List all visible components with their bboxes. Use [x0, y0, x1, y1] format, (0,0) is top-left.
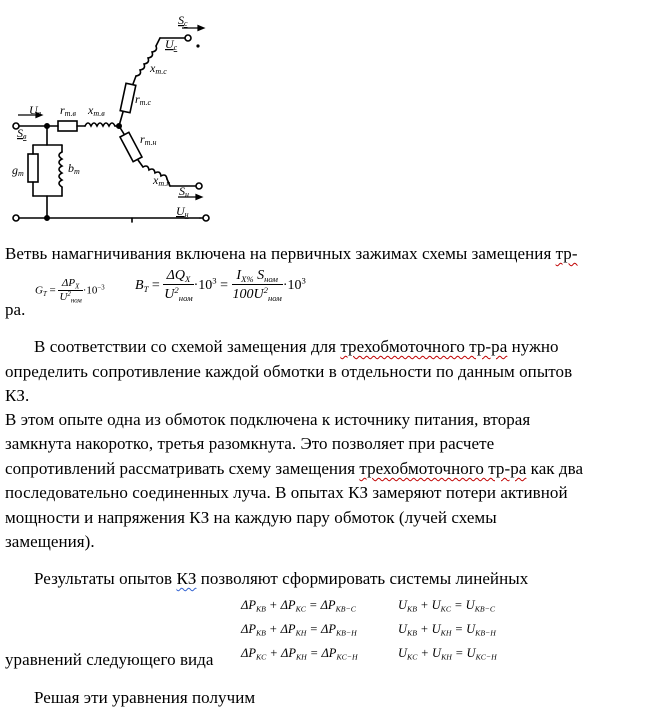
s-c-arrow-icon — [198, 26, 204, 31]
label-g-t: gт — [12, 163, 24, 178]
label-s-n: Sн — [179, 184, 189, 199]
paragraph-2-line-1: В соответствии со схемой замещения для трехобмоточного тр-ра нужно — [34, 337, 559, 356]
paragraph-3-line-6: замещения). — [5, 532, 95, 551]
label-u-c: Uс — [165, 37, 178, 52]
resistor-r-tb — [58, 121, 77, 131]
label-x-tb: xт.в — [88, 103, 105, 118]
label-b-t: bт — [68, 161, 80, 176]
label-r-tn: rт.н — [140, 132, 157, 147]
resistor-r-tc — [120, 83, 136, 112]
label-r-tb: rт.в — [60, 103, 77, 118]
equation-p-3: $\Delta P_{KC} + \Delta P_{KH} = \Delta P_{KC-H}$ — [241, 646, 358, 662]
inductor-x-tb — [85, 123, 115, 126]
label-s-c: Sс — [178, 13, 188, 28]
formula-gt: $G_T$ = $\frac{\Delta P_X}{U^2_{ном}}$ $\cdot 10^{-3}$ — [35, 277, 105, 305]
paragraph-4-line-1: Результаты опытов КЗ позволяют сформировать системы линейных — [34, 569, 529, 588]
equation-p-1: $\Delta P_{KB} + \Delta P_{KC} = \Delta P_{KB-C}$ — [241, 598, 356, 614]
terminal-b-bottom — [13, 215, 19, 221]
resistor-r-tn — [120, 132, 142, 161]
paragraph-3-line-3: сопротивлений рассматривать схему замещения трехобмоточного тр-ра как два — [5, 459, 584, 478]
paragraph-2-line-2: определить сопротивление каждой обмотки в отдельности по данным опытов — [5, 362, 573, 381]
terminal-n-top — [196, 183, 202, 189]
formula-bt: $B_T$ = $\frac{\Delta Q_X}{U^2_{ном}}$ $\cdot 10^3$ = $\frac{I_{X\%} S_{ном}}{100U^2_{ном}}$ $\cdot 10^3$ — [135, 268, 306, 304]
label-s-b: Sв — [17, 126, 27, 141]
label-x-tc: xт.с — [150, 61, 167, 76]
label-x-tn: xт.н — [153, 173, 171, 188]
terminal-c — [185, 35, 191, 41]
s-n-arrow-icon — [196, 195, 202, 200]
label-u-n: Uн — [176, 204, 189, 219]
paragraph-3-line-4: последовательно соединенных луча. В опытах КЗ замеряют потери активной — [5, 483, 568, 502]
paragraph-2-line-3: КЗ. — [5, 386, 30, 405]
paragraph-3-line-2: замкнута накоротко, третья разомкнута. Это позволяет при расчете — [5, 434, 495, 453]
equation-u-1: $U_{KB} + U_{KC} = U_{KB-C}$ — [398, 598, 496, 614]
conductance-g-t — [28, 154, 38, 182]
label-r-tc: rт.с — [135, 92, 152, 107]
equivalent-circuit-diagram — [0, 0, 652, 240]
equation-u-2: $U_{KB} + U_{KH} = U_{KB-H}$ — [398, 622, 496, 638]
susceptance-b-t — [59, 152, 62, 187]
equation-u-3: $U_{KC} + U_{KH} = U_{KC-H}$ — [398, 646, 497, 662]
paragraph-1-line-1: Ветвь намагничивания включена на первичных зажимах схемы замещения тр- — [5, 244, 578, 263]
paragraph-5-line-1: Решая эти уравнения получим — [34, 688, 256, 707]
paragraph-3-line-1: В этом опыте одна из обмоток подключена к источнику питания, вторая — [5, 410, 531, 429]
terminal-n-bottom — [203, 215, 209, 221]
equation-p-2: $\Delta P_{KB} + \Delta P_{KH} = \Delta P_{KB-H}$ — [241, 622, 357, 638]
paragraph-1-line-2: ра. — [5, 300, 26, 319]
paragraph-4-line-2: уравнений следующего вида — [5, 650, 214, 669]
paragraph-3-line-5: мощности и напряжения КЗ на каждую пару обмоток (лучей схемы — [5, 508, 497, 527]
label-u-b: Uв — [29, 103, 42, 118]
